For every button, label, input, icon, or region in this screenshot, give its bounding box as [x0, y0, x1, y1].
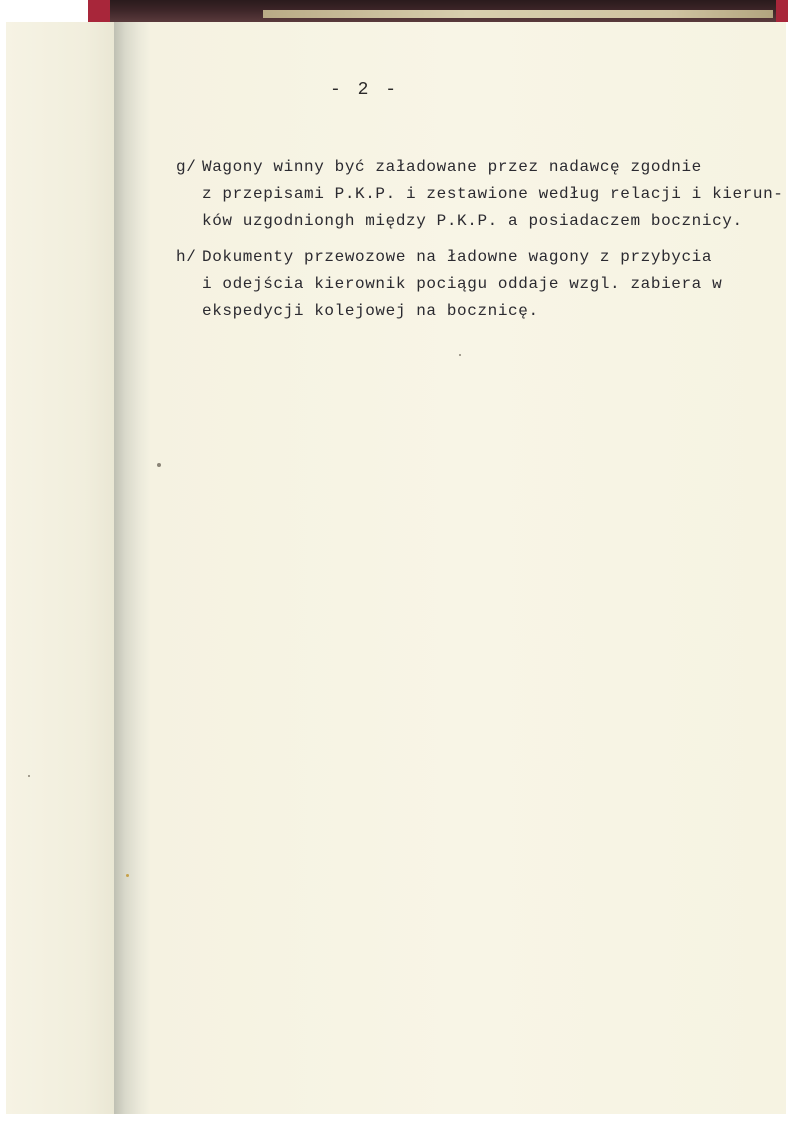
paper-speck [157, 463, 161, 467]
paragraph-line [176, 181, 784, 208]
paragraph-text: ków uzgodniongh między P.K.P. a posiadaczem bocznicy. [202, 212, 743, 230]
paragraph-text: i odejścia kierownik pociągu oddaje wzgl. zabiera w [202, 275, 723, 293]
left-page [6, 22, 118, 1114]
paragraph-line [176, 271, 776, 298]
page-number: - 2 - [330, 80, 400, 100]
paragraph-line [176, 244, 776, 271]
paper-speck [459, 354, 461, 356]
binding-edge [88, 0, 788, 22]
binding-red-cover-left [88, 0, 110, 22]
binding-red-cover-right [776, 0, 788, 22]
paragraph-line [176, 208, 776, 235]
paragraph-line [176, 298, 776, 325]
paragraph-text: z przepisami P.K.P. i zestawione według relacji i kierun- [202, 185, 784, 203]
paragraph-marker: g/ [176, 158, 197, 176]
paragraph-h [176, 244, 776, 325]
paragraph-text: Wagony winny być załadowane przez nadawcę zgodnie [202, 158, 702, 176]
page-fold-shadow [114, 22, 152, 1114]
binding-strip [263, 10, 773, 18]
paragraph-g [176, 154, 784, 235]
paragraph-text: ekspedycji kolejowej na bocznicę. [202, 302, 539, 320]
paper-speck [28, 775, 30, 777]
paragraph-text: Dokumenty przewozowe na ładowne wagony z przybycia [202, 248, 713, 266]
paragraph-line [176, 154, 776, 181]
paragraph-marker: h/ [176, 248, 197, 266]
paper-speck [126, 874, 129, 877]
